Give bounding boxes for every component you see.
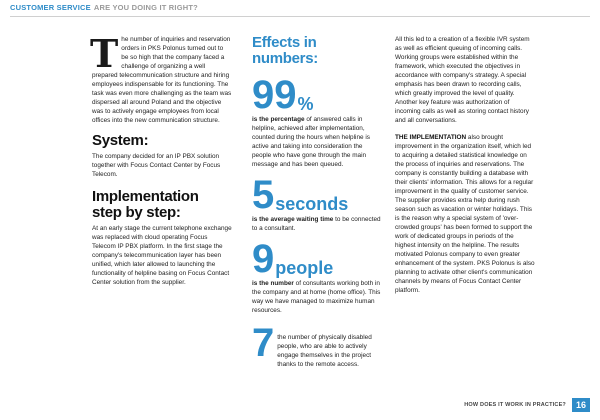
column-right xyxy=(395,35,535,295)
column-middle xyxy=(252,35,382,369)
stat-waiting-time xyxy=(252,175,382,233)
stat-text: of answered calls in helpline, achieved after implementation, counted during the hours when helpline is active and taking into consideration the people who have gone through the main message and has been queued. xyxy=(252,116,370,168)
implementation-heading-line1: Implementation xyxy=(92,188,199,205)
right-paragraph-1: All this led to a creation of a flexible IVR system as well as efficient queuing of incoming calls. Working groups were established within the framework, which executed the objectives in accordance with company's strategy. A special emphasis has been drawn to recording calls, which greatly improved the level of quality. Another key feature was authorization of incoming calls as well as storing contact history and all conversations. xyxy=(395,36,530,124)
implementation-paragraph: At an early stage the current telephone exchange was replaced with cloud operating Focus Telecom IP PBX platform. In the first stage the company's telecommunication layer has been unified, which later allowed to launching the functionality of helpline basing on Focus Contact Center solution from the supplier. xyxy=(92,225,232,286)
footer-text: HOW DOES IT WORK IN PRACTICE? xyxy=(464,402,566,408)
system-paragraph: The company decided for an IP PBX solution together with Focus Contact Center by Focus Telecom. xyxy=(92,153,221,178)
stat-text: the number of physically disabled people, who are able to actively engage themselves in the project thanks to the remote access. xyxy=(277,334,372,368)
stat-number: 7 xyxy=(252,321,275,365)
stat-number: 9 xyxy=(252,237,275,281)
page-footer xyxy=(464,398,590,412)
stat-number: 99 xyxy=(252,73,297,117)
right-paragraph-2 xyxy=(395,133,535,295)
stat-consultants xyxy=(252,239,382,315)
page-header xyxy=(10,0,590,17)
stat-answered-calls xyxy=(252,75,382,169)
stat-unit: % xyxy=(297,94,314,114)
stat-text: of consultants working both in the company and at home (home office). This way we have managed to maximize human resources. xyxy=(252,280,381,314)
stat-disabled-people xyxy=(252,321,382,369)
stat-unit: people xyxy=(275,258,334,278)
right-paragraph-2-text: also brought improvement in the organization itself, which led to acquiring a detailed statistical knowledge on the process of inquiries and reservations. The company is constantly building a database with their clients' information. This allows for a regular improvement in the quality of customer service. The supplier provides extra help during rush season such as vacation or winter holidays. This is the reason why a special system of 'over-crowded groups' has been formed to support the work of dedicated groups in periods of the highest intensity on the helpline. The results motivated Polonus company to even greater enhancement of the system. PKS Polonus is also planning to activate other client's communication channels by means of Focus Contact Center platform. xyxy=(395,134,535,294)
stat-lead: is the average waiting time xyxy=(252,216,334,223)
intro-paragraph: he number of inquiries and reservation orders in PKS Polonus turned out to be so high that the company faced a challenge of organizing a well prepared telecommunication structure and hiring employees indispensable for its functioning. The task was even more challenging as the team was dispersed all around Poland and the objective was to actively engage employees from local offices into the new communication structure. xyxy=(92,36,232,124)
implementation-heading xyxy=(92,189,232,221)
stat-text: to be connected to a consultant. xyxy=(252,216,381,232)
system-heading: System: xyxy=(92,132,149,149)
intro-block xyxy=(90,31,232,125)
header-topic: ARE YOU DOING IT RIGHT? xyxy=(93,3,198,12)
stat-number: 5 xyxy=(252,173,275,217)
implementation-lead: THE IMPLEMENTATION xyxy=(395,134,467,141)
column-left xyxy=(90,31,232,287)
effects-heading: Effects in numbers: xyxy=(252,34,318,67)
implementation-heading-line2: step by step: xyxy=(92,204,181,221)
stat-lead: is the number xyxy=(252,280,294,287)
header-section: CUSTOMER SERVICE xyxy=(10,3,91,12)
stat-unit: seconds xyxy=(275,194,349,214)
drop-cap: T xyxy=(90,31,119,76)
page-number: 16 xyxy=(572,398,590,412)
stat-lead: is the percentage xyxy=(252,116,305,123)
